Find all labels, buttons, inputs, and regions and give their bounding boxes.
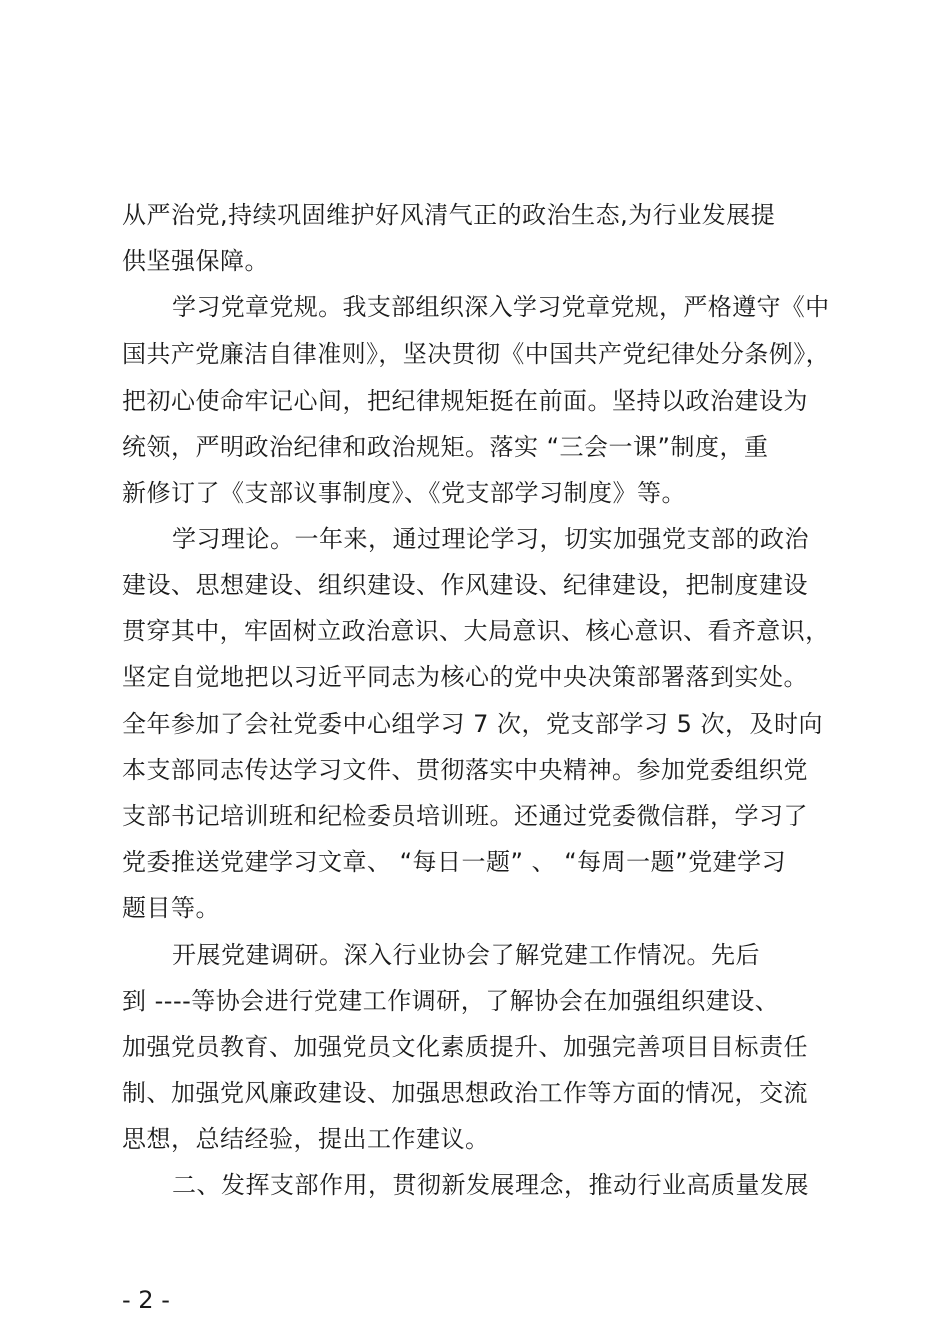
text-line: 支部书记培训班和纪检委员培训班。还通过党委微信群，学习了: [122, 802, 808, 830]
text-line: 题目等。: [122, 894, 220, 922]
text-line: 坚定自觉地把以习近平同志为核心的党中央决策部署落到实处。: [122, 663, 808, 691]
text-line: 加强党员教育、加强党员文化素质提升、加强完善项目目标责任: [122, 1033, 808, 1061]
paragraph-heading-line: 学习理论。一年来，通过理论学习，切实加强党支部的政治: [172, 525, 809, 553]
text-line: 从严治党,持续巩固维护好风清气正的政治生态,为行业发展提: [122, 201, 776, 229]
text-line: 本支部同志传达学习文件、贯彻落实中央精神。参加党委组织党: [122, 756, 808, 784]
paragraph-heading-line: 开展党建调研。深入行业协会了解党建工作情况。先后: [172, 941, 760, 969]
text-line: 国共产党廉洁自律准则》，坚决贯彻《中国共产党纪律处分条例》，: [122, 340, 830, 368]
text-line: 贯穿其中，牢固树立政治意识、大局意识、核心意识、看齐意识，: [122, 617, 830, 645]
text-line: 到 ----等协会进行党建工作调研，了解协会在加强组织建设、: [122, 987, 780, 1015]
text-line: 思想，总结经验，提出工作建议。: [122, 1125, 490, 1153]
text-line: 统领，严明政治纪律和政治规矩。落实 “三会一课”制度，重: [122, 433, 769, 461]
text-line: 制、加强党风廉政建设、加强思想政治工作等方面的情况，交流: [122, 1079, 808, 1107]
text-line: 新修订了《支部议事制度》、《党支部学习制度》等。: [122, 479, 686, 507]
section-heading-line: 二、发挥支部作用，贯彻新发展理念，推动行业高质量发展: [172, 1171, 809, 1199]
text-line: 建设、思想建设、组织建设、作风建设、纪律建设，把制度建设: [122, 571, 808, 599]
page-number: - 2 -: [122, 1286, 170, 1314]
text-line: 全年参加了会社党委中心组学习 7 次，党支部学习 5 次，及时向: [122, 710, 824, 738]
paragraph-heading-line: 学习党章党规。我支部组织深入学习党章党规，严格遵守《中: [172, 293, 830, 321]
text-line: 党委推送党建学习文章、 “每日一题” 、 “每周一题”党建学习: [122, 848, 787, 876]
text-line: 把初心使命牢记心间，把纪律规矩挺在前面。坚持以政治建设为: [122, 387, 808, 415]
text-line: 供坚强保障。: [122, 247, 269, 275]
